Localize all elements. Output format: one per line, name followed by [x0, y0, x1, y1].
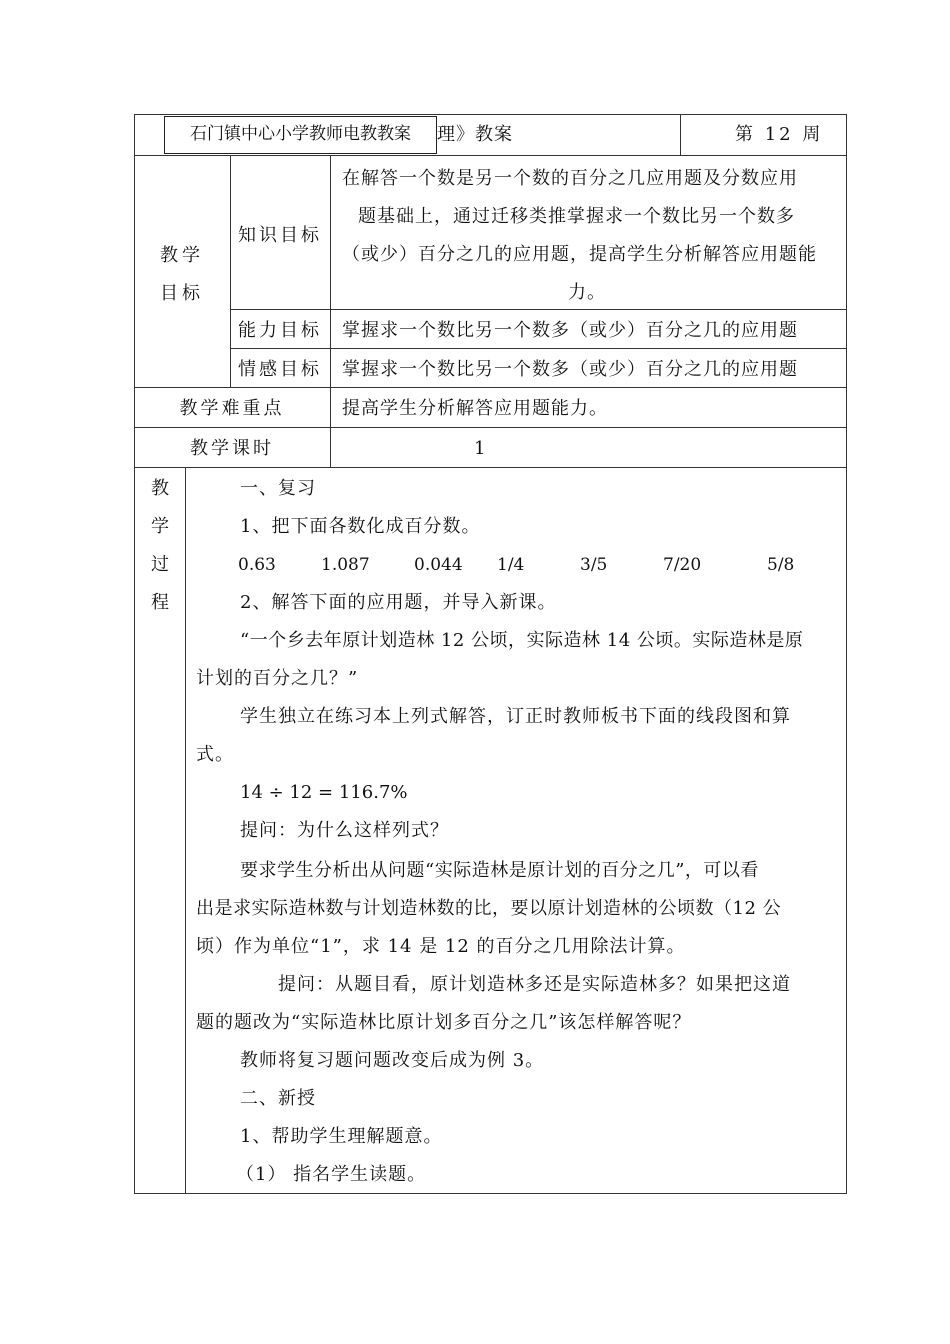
- knowledge-objective-line: 力。: [568, 282, 606, 303]
- col-divider: [680, 114, 681, 155]
- ability-objective-text: 掌握求一个数比另一个数多（或少）百分之几的应用题: [342, 320, 798, 341]
- periods-value: 1: [474, 438, 487, 459]
- school-stamp: 石门镇中心小学教师电教教案: [164, 116, 437, 154]
- new-lesson-sub-1: （1） 指名学生读题。: [236, 1164, 427, 1185]
- key-points-text: 提高学生分析解答应用题能力。: [342, 398, 608, 419]
- number-item: 1.087: [321, 555, 370, 575]
- analysis-line: 顷）作为单位“1”，求 14 是 12 的百分之几用除法计算。: [196, 936, 686, 957]
- process-label-char: 教: [151, 478, 169, 499]
- knowledge-objective-line: 在解答一个数是另一个数的百分之几应用题及分数应用: [342, 168, 798, 189]
- review-item-2: 2、解答下面的应用题，并导入新课。: [240, 592, 557, 613]
- row-divider: [230, 309, 847, 310]
- analysis-line: 出是求实际造林数与计划造林数的比，要以原计划造林的公顷数（12 公: [196, 898, 782, 919]
- knowledge-objective-label: 知识目标: [238, 225, 322, 246]
- process-label-char: 过: [151, 554, 169, 575]
- week-label: 第 12 周: [735, 124, 824, 145]
- equation: 14 ÷ 12 = 116.7%: [240, 782, 408, 803]
- objectives-label-line1: 教学: [160, 245, 204, 266]
- objectives-label-line2: 目标: [160, 283, 204, 304]
- process-label-char: 学: [151, 516, 169, 537]
- students-line: 式。: [196, 744, 234, 765]
- knowledge-objective-line: （或少）百分之几的应用题，提高学生分析解答应用题能: [342, 244, 817, 265]
- lesson-title: 理》教案: [437, 124, 513, 145]
- analysis-line: 要求学生分析出从问题“实际造林是原计划的百分之几”，可以看: [240, 860, 759, 881]
- question-1: 提问：为什么这样列式？: [240, 820, 449, 841]
- teacher-line: 教师将复习题问题改变后成为例 3。: [240, 1050, 545, 1071]
- key-points-label: 教学难重点: [179, 398, 285, 419]
- problem-line: 计划的百分之几？”: [196, 668, 359, 689]
- new-lesson-heading: 二、新授: [240, 1088, 316, 1109]
- number-item: 5/8: [767, 555, 795, 575]
- emotion-objective-label: 情感目标: [238, 359, 322, 380]
- problem-line: “一个乡去年原计划造林 12 公顷，实际造林 14 公顷。实际造林是原: [240, 630, 804, 651]
- number-item: 0.044: [414, 555, 463, 575]
- number-item: 7/20: [663, 555, 702, 575]
- row-divider: [134, 155, 847, 156]
- col-divider: [185, 467, 186, 1194]
- question-2-line: 题的题改为“实际造林比原计划多百分之几”该怎样解答呢？: [196, 1012, 692, 1033]
- ability-objective-label: 能力目标: [238, 320, 322, 341]
- question-2-line: 提问：从题目看，原计划造林多还是实际造林多？如果把这道: [278, 974, 791, 995]
- number-item: 3/5: [580, 555, 608, 575]
- review-heading: 一、复习: [240, 478, 316, 499]
- number-item: 1/4: [497, 555, 525, 575]
- knowledge-objective-line: 题基础上，通过迁移类推掌握求一个数比另一个数多: [358, 206, 795, 227]
- process-label-char: 程: [151, 592, 169, 613]
- col-divider: [330, 155, 331, 467]
- number-item: 0.63: [238, 555, 276, 575]
- students-line: 学生独立在练习本上列式解答，订正时教师板书下面的线段图和算: [240, 706, 791, 727]
- periods-label: 教学课时: [190, 438, 274, 459]
- emotion-objective-text: 掌握求一个数比另一个数多（或少）百分之几的应用题: [342, 359, 798, 380]
- new-lesson-item-1: 1、帮助学生理解题意。: [240, 1126, 443, 1147]
- review-item-1: 1、把下面各数化成百分数。: [240, 516, 481, 537]
